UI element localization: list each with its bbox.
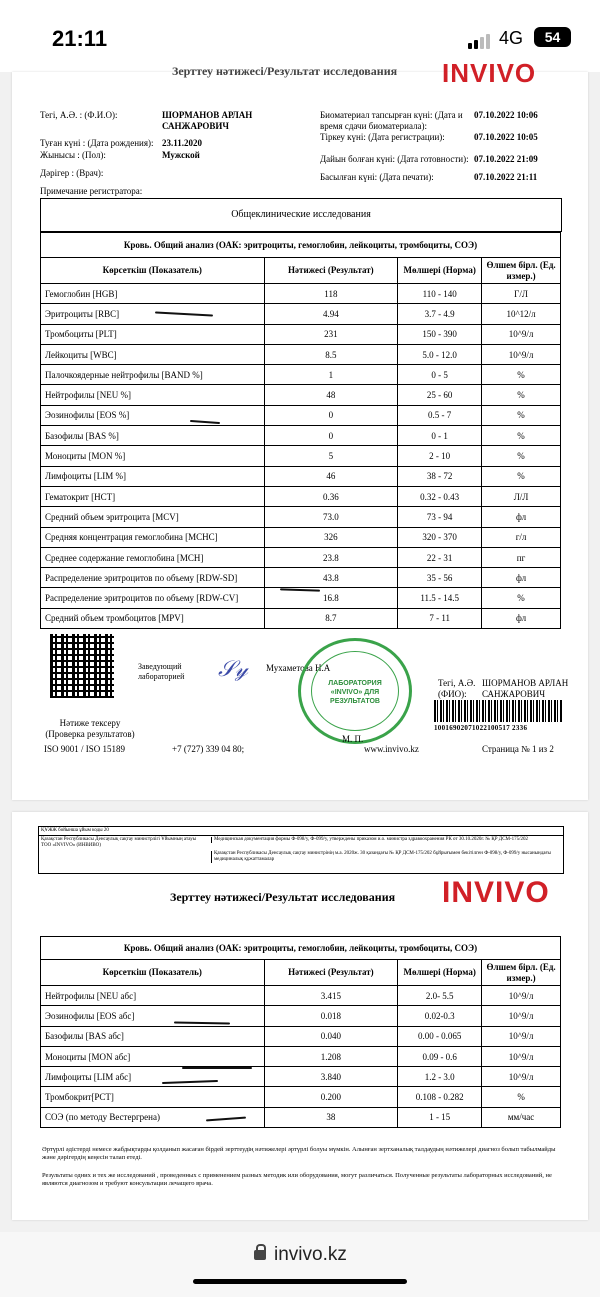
row-result: 0.36 <box>264 486 398 506</box>
table2-body <box>41 986 561 1128</box>
mp-label: М. П. <box>342 734 364 744</box>
signal-icon <box>468 31 492 49</box>
registrar-note-label: Примечание регистратора: <box>40 186 143 196</box>
row-unit: % <box>482 385 561 405</box>
row-indicator: Эритроциты [RBC] <box>41 304 265 324</box>
row-indicator: Распределение эритроцитов по объему [RDW-CV] <box>41 588 265 608</box>
page2-header-title: Зерттеу нәтижесі/Результат исследования <box>170 890 396 904</box>
row-norm: 22 - 31 <box>398 547 482 567</box>
table-row <box>41 1067 561 1087</box>
table-row <box>41 1006 561 1026</box>
row-result: 3.840 <box>264 1067 398 1087</box>
row-norm: 25 - 60 <box>398 385 482 405</box>
head-label: Заведующий лабораторией <box>138 662 185 681</box>
table1-col-unit: Өлшем бірл. (Ед. измер.) <box>482 258 561 284</box>
table1-body <box>41 284 561 629</box>
ready-date-value: 07.10.2022 21:09 <box>474 154 538 164</box>
table2-col-norm: Мөлшері (Норма) <box>398 960 482 986</box>
row-unit: Г/Л <box>482 284 561 304</box>
barcode-icon <box>434 700 562 722</box>
dob-value: 23.11.2020 <box>162 138 203 148</box>
row-indicator: Тромбоциты [PLT] <box>41 324 265 344</box>
row-norm: 2 - 10 <box>398 446 482 466</box>
row-norm: 0.02-0.3 <box>398 1006 482 1026</box>
row-indicator: Лимфоциты [LIM %] <box>41 466 265 486</box>
table2-col-unit: Өлшем бірл. (Ед. измер.) <box>482 960 561 986</box>
status-time: 21:11 <box>52 26 108 51</box>
row-norm: 0.32 - 0.43 <box>398 486 482 506</box>
document-page-1 <box>12 58 588 800</box>
table-row <box>41 344 561 364</box>
dob-label: Туған күні : (Дата рождения): <box>40 138 154 148</box>
row-unit: % <box>482 588 561 608</box>
row-result: 48 <box>264 385 398 405</box>
row-unit: фл <box>482 568 561 588</box>
row-unit: % <box>482 426 561 446</box>
ready-date-label: Дайын болған күні: (Дата готовности): <box>320 154 469 164</box>
row-norm: 2.0- 5.5 <box>398 986 482 1006</box>
row-indicator: Гематокрит [HCT] <box>41 486 265 506</box>
qr-code <box>50 634 114 698</box>
table-row <box>41 547 561 567</box>
table2-grid <box>40 959 561 1128</box>
table-row <box>41 284 561 304</box>
stamp-text: ЛАБОРАТОРИЯ «INVIVO» ДЛЯ РЕЗУЛЬТАТОВ <box>328 680 382 705</box>
row-indicator: Лимфоциты [LIM абс] <box>41 1067 265 1087</box>
table-row <box>41 507 561 527</box>
network-type: 4G <box>499 28 524 48</box>
row-result: 5 <box>264 446 398 466</box>
table-row <box>41 446 561 466</box>
sex-value: Мужской <box>162 150 200 160</box>
print-date-value: 07.10.2022 21:11 <box>474 172 538 182</box>
row-unit: % <box>482 405 561 425</box>
row-indicator: Среднее содержание гемоглобина [MCH] <box>41 547 265 567</box>
row-norm: 5.0 - 12.0 <box>398 344 482 364</box>
row-unit: фл <box>482 608 561 628</box>
table2-title: Кровь. Общий анализ (ОАК: эритроциты, гемоглобин, лейкоциты, тромбоциты, СОЭ) <box>40 936 561 959</box>
name-label: Тегі, А.Ә. : (Ф.И.О): <box>40 110 118 120</box>
row-unit: мм/час <box>482 1107 561 1127</box>
row-norm: 0.108 - 0.282 <box>398 1087 482 1107</box>
row-norm: 3.7 - 4.9 <box>398 304 482 324</box>
browser-url-bar[interactable] <box>0 1232 600 1297</box>
name-value: ШОРМАНОВ АРЛАН САНЖАРОВИЧ <box>162 110 253 131</box>
row-norm: 1 - 15 <box>398 1107 482 1127</box>
row-result: 43.8 <box>264 568 398 588</box>
doctor-label: Дәрігер : (Врач): <box>40 168 104 178</box>
table2-col-indicator: Көрсеткіш (Показатель) <box>41 960 265 986</box>
row-indicator: Средний объем тромбоцитов [MPV] <box>41 608 265 628</box>
row-unit: 10^9/л <box>482 1046 561 1066</box>
print-date-label: Басылған күні: (Дата печати): <box>320 172 434 182</box>
signature-icon: 𝒮𝓎 <box>218 656 248 681</box>
row-unit: 10^9/л <box>482 1067 561 1087</box>
row-norm: 0.00 - 0.065 <box>398 1026 482 1046</box>
meta-top: ҚҰЖЖ бойынша ұйым коды 20 <box>39 827 563 836</box>
note-kz: Әртүрлі әдістерді немесе жабдықтарды қолданып жасаған бірдей зерттеудің нәтижелері әртүрлі болуы мүмкін. Алынған зертханалық талдаудың нәтижелері диагноз болып табылмайды және дәрігердің кеңесін талап етеді. <box>42 1146 556 1161</box>
row-result: 73.0 <box>264 507 398 527</box>
row-norm: 7 - 11 <box>398 608 482 628</box>
meta-left: Қазақстан Республикасы Денсаулық сақтау министрлігі Ұйымның атауы ТОО «INVIVO» (ИНВИВО) <box>41 837 197 848</box>
table-row <box>41 385 561 405</box>
page2-invivo-logo: INVIVO <box>442 876 550 909</box>
fio-label: Тегі, А.Ә. (ФИО): <box>438 678 476 699</box>
row-indicator: Палочкоядерные нейтрофилы [BAND %] <box>41 365 265 385</box>
row-unit: Л/Л <box>482 486 561 506</box>
table1-grid <box>40 257 561 629</box>
row-indicator: СОЭ (по методу Вестергрена) <box>41 1107 265 1127</box>
row-norm: 150 - 390 <box>398 324 482 344</box>
row-result: 23.8 <box>264 547 398 567</box>
row-indicator: Гемоглобин [HGB] <box>41 284 265 304</box>
lab-stamp-icon <box>298 638 412 744</box>
row-result: 0 <box>264 405 398 425</box>
table-row <box>41 1107 561 1127</box>
row-norm: 0.5 - 7 <box>398 405 482 425</box>
url-text[interactable]: invivo.kz <box>274 1244 347 1265</box>
row-indicator: Средний объем эритроцита [MCV] <box>41 507 265 527</box>
meta-right-1: Медицинская документация формы Ф-098/у, Ф-099/у, утверждены приказом и.о. министра здравоохранения РК от 30.10.2020г. № ҚР ДСМ-175/202 <box>211 837 562 843</box>
row-unit: % <box>482 446 561 466</box>
row-unit: фл <box>482 507 561 527</box>
section-box <box>40 198 562 232</box>
table-row <box>41 466 561 486</box>
table-row <box>41 304 561 324</box>
row-result: 0.200 <box>264 1087 398 1107</box>
section-title: Общеклинические исследования <box>231 209 371 220</box>
row-result: 0 <box>264 426 398 446</box>
table-row <box>41 324 561 344</box>
row-unit: г/л <box>482 527 561 547</box>
row-result: 1 <box>264 365 398 385</box>
row-unit: 10^9/л <box>482 986 561 1006</box>
iso-label: ISO 9001 / ISO 15189 <box>44 744 126 754</box>
row-result: 16.8 <box>264 588 398 608</box>
row-result: 3.415 <box>264 986 398 1006</box>
row-unit: % <box>482 466 561 486</box>
row-norm: 35 - 56 <box>398 568 482 588</box>
row-unit: % <box>482 1087 561 1107</box>
results-table-1 <box>40 232 561 629</box>
row-norm: 0.09 - 0.6 <box>398 1046 482 1066</box>
row-result: 231 <box>264 324 398 344</box>
row-result: 46 <box>264 466 398 486</box>
row-result: 326 <box>264 527 398 547</box>
table-row <box>41 1026 561 1046</box>
table-row <box>41 365 561 385</box>
document-page-2 <box>12 812 588 1220</box>
meta-right-2: Қазақстан Республикасы Денсаулық сақтау министрінің м.а. 2020ж. 30 қазандағы № ҚР ДСМ-175/202 бұйрығымен бекітілген Ф-098/у, Ф-099/у нысанындағы медициналық құжаттамалар <box>211 851 562 863</box>
reg-date-value: 07.10.2022 10:05 <box>474 132 538 142</box>
lock-icon <box>254 1250 266 1260</box>
site-label: www.invivo.kz <box>364 744 419 754</box>
row-norm: 0 - 5 <box>398 365 482 385</box>
row-unit: 10^9/л <box>482 1006 561 1026</box>
row-unit: 10^9/л <box>482 344 561 364</box>
row-indicator: Средняя концентрация гемоглобина [MCHC] <box>41 527 265 547</box>
table-row <box>41 568 561 588</box>
bio-date-value: 07.10.2022 10:06 <box>474 110 538 120</box>
table1-col-norm: Мөлшері (Норма) <box>398 258 482 284</box>
row-indicator: Распределение эритроцитов по объему [RDW-SD] <box>41 568 265 588</box>
row-norm: 38 - 72 <box>398 466 482 486</box>
table2-col-result: Нәтижесі (Результат) <box>264 960 398 986</box>
phone-label: +7 (727) 339 04 80; <box>172 744 245 754</box>
row-result: 118 <box>264 284 398 304</box>
table-row <box>41 1087 561 1107</box>
row-unit: % <box>482 365 561 385</box>
row-unit: 10^9/л <box>482 324 561 344</box>
row-indicator: Эозинофилы [EOS абс] <box>41 1006 265 1026</box>
row-unit: пг <box>482 547 561 567</box>
row-norm: 320 - 370 <box>398 527 482 547</box>
row-unit: 10^12/л <box>482 304 561 324</box>
table-row <box>41 405 561 425</box>
row-unit: 10^9/л <box>482 1026 561 1046</box>
row-indicator: Тромбокрит[PCT] <box>41 1087 265 1107</box>
bio-date-label: Биоматериал тапсырған күні: (Дата и время сдачи биоматериала): <box>320 110 463 131</box>
table1-col-result: Нәтижесі (Результат) <box>264 258 398 284</box>
row-result: 4.94 <box>264 304 398 324</box>
note-ru: Результаты одних и тех же исследований , проведенных с применением разных методик или оборудования, могут различаться. Полученные результаты лабораторных исследований, не являются диагнозом и требуют консультации лечащего врача. <box>42 1172 552 1187</box>
sex-label: Жынысы : (Пол): <box>40 150 106 160</box>
table1-col-indicator: Көрсеткіш (Показатель) <box>41 258 265 284</box>
row-indicator: Лейкоциты [WBC] <box>41 344 265 364</box>
page-number: Страница № 1 из 2 <box>482 744 554 754</box>
row-result: 8.7 <box>264 608 398 628</box>
table-row <box>41 486 561 506</box>
home-indicator[interactable] <box>193 1279 407 1284</box>
table-row <box>41 608 561 628</box>
meta-box <box>38 826 564 874</box>
row-indicator: Нейтрофилы [NEU абс] <box>41 986 265 1006</box>
row-indicator: Эозинофилы [EOS %] <box>41 405 265 425</box>
row-norm: 11.5 - 14.5 <box>398 588 482 608</box>
barcode-number: 10016902071022100517 2336 <box>434 724 528 732</box>
row-result: 0.018 <box>264 1006 398 1026</box>
row-indicator: Базофилы [BAS абс] <box>41 1026 265 1046</box>
table-row <box>41 426 561 446</box>
table1-title: Кровь. Общий анализ (ОАК: эритроциты, гемоглобин, лейкоциты, тромбоциты, СОЭ) <box>40 232 561 257</box>
pen-mark <box>182 1067 252 1069</box>
row-indicator: Базофилы [BAS %] <box>41 426 265 446</box>
row-norm: 73 - 94 <box>398 507 482 527</box>
check-label: Нәтиже тексеру (Проверка результатов) <box>45 718 135 739</box>
table-row <box>41 527 561 547</box>
page1-header-title: Зерттеу нәтижесі/Результат исследования <box>172 64 398 78</box>
row-norm: 0 - 1 <box>398 426 482 446</box>
fio-value: ШОРМАНОВ АРЛАН САНЖАРОВИЧ <box>482 678 569 699</box>
row-result: 38 <box>264 1107 398 1127</box>
battery-icon: 54 <box>534 27 571 47</box>
table-row <box>41 986 561 1006</box>
row-result: 8.5 <box>264 344 398 364</box>
row-norm: 110 - 140 <box>398 284 482 304</box>
row-result: 0.040 <box>264 1026 398 1046</box>
row-indicator: Моноциты [MON абс] <box>41 1046 265 1066</box>
head-name: Мухаметова Н.А <box>266 663 331 673</box>
row-indicator: Моноциты [MON %] <box>41 446 265 466</box>
row-result: 1.208 <box>264 1046 398 1066</box>
reg-date-label: Тіркеу күні: (Дата регистрации): <box>320 132 445 142</box>
page1-invivo-logo: INVIVO <box>442 58 537 88</box>
row-norm: 1.2 - 3.0 <box>398 1067 482 1087</box>
table-row <box>41 1046 561 1066</box>
results-table-2 <box>40 936 561 1128</box>
row-indicator: Нейтрофилы [NEU %] <box>41 385 265 405</box>
